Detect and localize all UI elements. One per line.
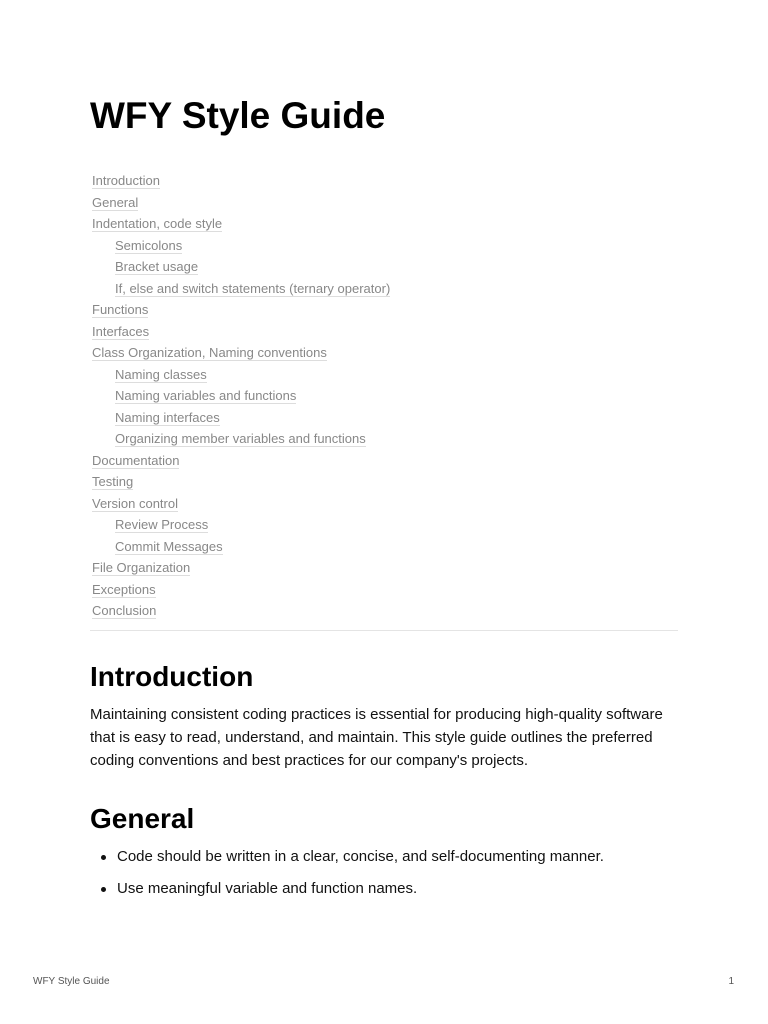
toc-link[interactable]: Indentation, code style [92, 216, 223, 231]
toc-item [90, 342, 678, 364]
toc-link[interactable]: Conclusion [92, 603, 157, 618]
section-heading-general: General [90, 803, 195, 834]
list-item-text: Code should be written in a clear, concise, and self-documenting manner. [117, 848, 604, 865]
toc-link[interactable]: Naming classes [115, 366, 207, 382]
toc-item [90, 471, 678, 493]
toc-item [90, 385, 678, 407]
toc-link[interactable]: Naming interfaces [115, 409, 220, 425]
general-bullet-list [90, 846, 678, 910]
toc-item [90, 299, 678, 321]
table-of-contents [90, 170, 678, 622]
toc-item [90, 321, 678, 343]
toc-item [90, 235, 678, 257]
toc-link[interactable]: File Organization [92, 560, 191, 575]
footer-title: WFY Style Guide [33, 976, 110, 987]
toc-link[interactable]: If, else and switch statements (ternary operator) [115, 280, 391, 296]
list-item [90, 846, 678, 878]
toc-link[interactable]: Documentation [92, 452, 180, 468]
toc-link[interactable]: Introduction [92, 173, 160, 188]
divider [90, 630, 678, 631]
toc-link[interactable]: Exceptions [92, 581, 156, 597]
toc-link[interactable]: Naming variables and functions [115, 388, 297, 403]
introduction-paragraph: Maintaining consistent coding practices is essential for producing high-quality software that is easy to read, understand, and maintain. This style guide outlines the preferred coding conventions and best practices for our company's projects. [90, 706, 663, 769]
toc-item [90, 600, 678, 622]
page-number: 1 [728, 976, 734, 987]
toc-item [90, 192, 678, 214]
toc-link[interactable]: Commit Messages [115, 538, 223, 554]
toc-link[interactable]: Review Process [115, 517, 209, 532]
toc-item [90, 278, 678, 300]
list-item [90, 878, 678, 910]
toc-link[interactable]: Testing [92, 474, 134, 489]
toc-link[interactable]: Functions [92, 302, 149, 317]
toc-item [90, 256, 678, 278]
toc-item [90, 213, 678, 235]
toc-link[interactable]: Class Organization, Naming conventions [92, 345, 327, 360]
toc-item [90, 536, 678, 558]
toc-link[interactable]: Semicolons [115, 237, 183, 253]
toc-item [90, 557, 678, 579]
toc-link[interactable]: Bracket usage [115, 259, 199, 274]
list-item-text: Use meaningful variable and function names. [117, 880, 418, 897]
toc-item [90, 428, 678, 450]
toc-link[interactable]: General [92, 194, 139, 210]
section-heading-introduction: Introduction [90, 661, 254, 692]
toc-item [90, 407, 678, 429]
bullet-icon [101, 887, 106, 892]
toc-item [90, 364, 678, 386]
toc-link[interactable]: Version control [92, 495, 178, 511]
page-title: WFY Style Guide [90, 95, 386, 136]
toc-link[interactable]: Organizing member variables and functions [115, 431, 366, 446]
toc-link[interactable]: Interfaces [92, 323, 150, 339]
toc-item [90, 493, 678, 515]
toc-item [90, 450, 678, 472]
toc-item [90, 579, 678, 601]
bullet-icon [101, 855, 106, 860]
toc-item [90, 170, 678, 192]
toc-item [90, 514, 678, 536]
